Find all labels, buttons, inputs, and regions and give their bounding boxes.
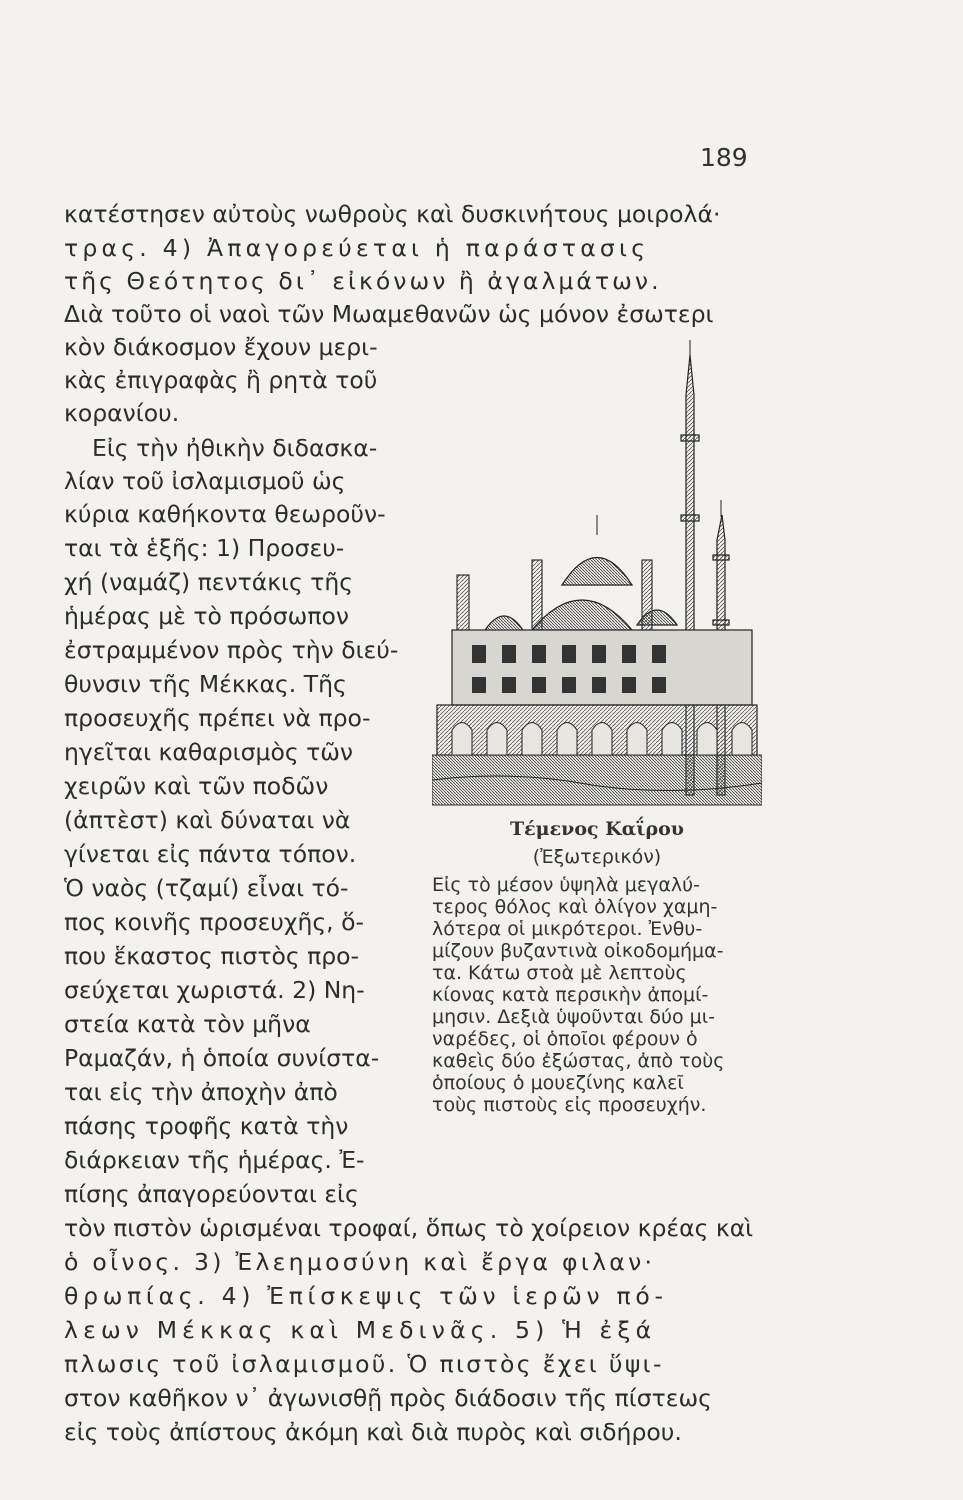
body-line: κὸν διάκοσμον ἔχουν μερι-	[64, 333, 378, 361]
figure-caption-subtitle: (Ἐξωτερικόν)	[532, 846, 662, 868]
body-line: στον καθῆκον ν᾽ ἀγωνισθῇ πρὸς διάδοσιν τῆς πίστεως	[64, 1384, 712, 1412]
body-line: πος κοινῆς προσευχῆς, ὅ-	[64, 908, 364, 936]
body-line: εἰς τοὺς ἀπίστους ἀκόμη καὶ διὰ πυρὸς καὶ σιδήρου.	[64, 1418, 682, 1446]
body-line: πλωσις τοῦ ἰσλαμισμοῦ. Ὁ πιστὸς ἔχει ὕψι-	[64, 1350, 664, 1378]
figure-caption-line: τοὺς πιστοὺς εἰς προσευχήν.	[432, 1094, 707, 1116]
body-line: τρας. 4) Ἀπαγορεύεται ἡ παράστασις	[64, 234, 650, 262]
body-line: διάρκειαν τῆς ἡμέρας. Ἐ-	[64, 1146, 365, 1174]
figure-caption-line: λότερα οἱ μικρότεροι. Ἐνθυ-	[432, 918, 703, 940]
body-line: Εἰς τὴν ἠθικὴν διδασκα-	[92, 434, 378, 462]
page-number: 189	[700, 143, 748, 172]
body-line: που ἕκαστος πιστὸς προ-	[64, 942, 360, 970]
body-line: Ὁ ναὸς (τζαμί) εἶναι τό-	[64, 874, 349, 902]
body-line: κύρια καθήκοντα θεωροῦν-	[64, 500, 386, 528]
figure-caption-line: καθεὶς δύο ἐξώστας, ἀπὸ τοὺς	[432, 1050, 725, 1072]
body-line: ἐστραμμένον πρὸς τὴν διεύ-	[64, 636, 399, 664]
figure-caption-line: ναρέδες, οἱ ὁποῖοι φέρουν ὁ	[432, 1028, 698, 1050]
body-line: προσευχῆς πρέπει νὰ προ-	[64, 704, 371, 732]
body-line: Ραμαζάν, ἡ ὁποία συνίστα-	[64, 1044, 380, 1072]
mosque-illustration	[432, 335, 762, 810]
body-line: ηγεῖται καθαρισμὸς τῶν	[64, 738, 354, 766]
figure-caption-line: τερος θόλος καὶ ὀλίγον χαμη-	[432, 896, 718, 918]
body-line: ται τὰ ἑξῆς: 1) Προσευ-	[64, 534, 345, 562]
figure-caption-line: τα. Κάτω στοὰ μὲ λεπτοὺς	[432, 962, 687, 984]
body-line: (ἀπτὲστ) καὶ δύναται νὰ	[64, 806, 351, 834]
mosque-engraving-icon	[432, 335, 762, 810]
body-line: γίνεται εἰς πάντα τόπον.	[64, 840, 357, 868]
body-line: χειρῶν καὶ τῶν ποδῶν	[64, 772, 329, 800]
body-line: στεία κατὰ τὸν μῆνα	[64, 1010, 311, 1038]
figure-caption-line: Εἰς τὸ μέσον ὑψηλὰ μεγαλύ-	[432, 874, 701, 896]
figure-caption-title: Τέμενος Καΐρου	[509, 818, 684, 840]
body-line: κατέστησεν αὐτοὺς νωθροὺς καὶ δυσκινήτους μοιρολά·	[64, 200, 721, 228]
figure-caption-line: κίονας κατὰ περσικὴν ἀπομί-	[432, 984, 709, 1006]
body-line: πίσης ἀπαγορεύονται εἰς	[64, 1180, 359, 1208]
body-line: κορανίου.	[64, 399, 180, 427]
body-line: ὁ οἶνος. 3) Ἐλεημοσύνη καὶ ἔργα φιλαν·	[64, 1248, 656, 1276]
body-line: λεων Μέκκας καὶ Μεδινᾶς. 5) Ἡ ἐξά	[64, 1316, 657, 1344]
body-line: θρωπίας. 4) Ἐπίσκεψις τῶν ἱερῶν πό-	[64, 1282, 668, 1310]
body-line: ἡμέρας μὲ τὸ πρόσωπον	[64, 602, 350, 630]
figure-caption-line: ὁποίους ὁ μουεζίνης καλεῖ	[432, 1072, 684, 1094]
body-line: τῆς Θεότητος δι᾽ εἰκόνων ἢ ἀγαλμάτων.	[64, 267, 662, 295]
body-line: πάσης τροφῆς κατὰ τὴν	[64, 1112, 349, 1140]
body-line: θυνσιν τῆς Μέκκας. Τῆς	[64, 670, 347, 698]
body-line: τὸν πιστὸν ὡρισμέναι τροφαί, ὅπως τὸ χοίρειον κρέας καὶ	[64, 1214, 754, 1242]
body-line: σεύχεται χωριστά. 2) Νη-	[64, 976, 365, 1004]
body-line: Διὰ τοῦτο οἱ ναοὶ τῶν Μωαμεθανῶν ὡς μόνον ἐσωτερι	[64, 300, 714, 328]
body-line: λίαν τοῦ ἰσλαμισμοῦ ὡς	[64, 467, 346, 495]
body-line: χή (ναμάζ) πεντάκις τῆς	[64, 568, 354, 596]
figure-caption-line: μησιν. Δεξιὰ ὑψοῦνται δύο μι-	[432, 1006, 715, 1028]
body-line: κὰς ἐπιγραφὰς ἢ ρητὰ τοῦ	[64, 366, 378, 394]
figure-caption-line: μίζουν βυζαντινὰ οἰκοδομήμα-	[432, 940, 724, 962]
body-line: ται εἰς τὴν ἀποχὴν ἀπὸ	[64, 1078, 338, 1106]
